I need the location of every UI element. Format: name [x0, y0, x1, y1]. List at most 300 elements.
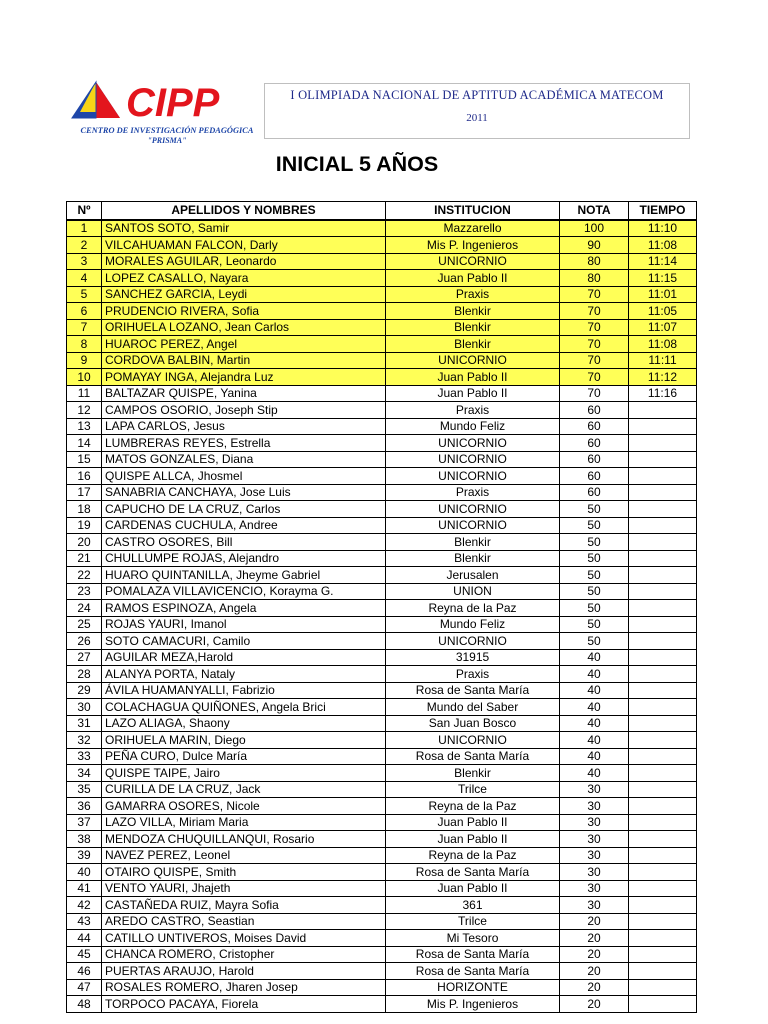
time-cell	[629, 913, 697, 930]
student-name-cell: LOPEZ CASALLO, Nayara	[102, 270, 386, 287]
institution-cell: Praxis	[386, 666, 560, 683]
logo-org-line2: "PRISMA"	[147, 136, 187, 145]
institution-cell: Juan Pablo II	[386, 831, 560, 848]
row-number-cell: 18	[67, 501, 102, 518]
row-number-cell: 38	[67, 831, 102, 848]
table-row	[67, 847, 697, 864]
row-number-cell: 12	[67, 402, 102, 419]
score-cell: 30	[560, 798, 629, 815]
table-header-row	[67, 202, 697, 220]
student-name-cell: LUMBRERAS REYES, Estrella	[102, 435, 386, 452]
student-name-cell: SANCHEZ GARCIA, Leydi	[102, 286, 386, 303]
logo-org-line1: CENTRO DE INVESTIGACIÓN PEDAGÓGICA	[80, 126, 254, 135]
time-cell	[629, 402, 697, 419]
score-cell: 30	[560, 864, 629, 881]
table-row	[67, 534, 697, 551]
results-table	[66, 201, 697, 1013]
score-cell: 40	[560, 699, 629, 716]
institution-cell: Mundo Feliz	[386, 418, 560, 435]
student-name-cell: PUERTAS ARAUJO, Harold	[102, 963, 386, 980]
student-name-cell: CURILLA DE LA CRUZ, Jack	[102, 781, 386, 798]
institution-cell: UNICORNIO	[386, 501, 560, 518]
table-row	[67, 798, 697, 815]
student-name-cell: LAZO ALIAGA, Shaony	[102, 715, 386, 732]
score-cell: 20	[560, 979, 629, 996]
student-name-cell: COLACHAGUA QUIÑONES, Angela Brici	[102, 699, 386, 716]
institution-cell: Mundo del Saber	[386, 699, 560, 716]
row-number-cell: 19	[67, 517, 102, 534]
score-cell: 40	[560, 666, 629, 683]
student-name-cell: AREDO CASTRO, Seastian	[102, 913, 386, 930]
time-cell	[629, 897, 697, 914]
cipp-logo	[70, 74, 265, 149]
row-number-cell: 40	[67, 864, 102, 881]
row-number-cell: 15	[67, 451, 102, 468]
table-row	[67, 682, 697, 699]
event-title: I OLIMPIADA NACIONAL DE APTITUD ACADÉMICA MATECOM	[290, 88, 664, 102]
table-row	[67, 303, 697, 320]
student-name-cell: MATOS GONZALES, Diana	[102, 451, 386, 468]
score-cell: 30	[560, 814, 629, 831]
student-name-cell: HUAROC PEREZ, Angel	[102, 336, 386, 353]
time-cell	[629, 501, 697, 518]
table-row	[67, 732, 697, 749]
row-number-cell: 34	[67, 765, 102, 782]
time-cell	[629, 715, 697, 732]
score-cell: 50	[560, 550, 629, 567]
score-cell: 30	[560, 847, 629, 864]
student-name-cell: ORIHUELA LOZANO, Jean Carlos	[102, 319, 386, 336]
time-cell: 11:08	[629, 336, 697, 353]
score-cell: 40	[560, 732, 629, 749]
row-number-cell: 35	[67, 781, 102, 798]
table-row	[67, 996, 697, 1013]
column-header-number: Nº	[67, 202, 102, 220]
time-cell	[629, 682, 697, 699]
prism-icon	[72, 82, 120, 118]
student-name-cell: ALANYA PORTA, Nataly	[102, 666, 386, 683]
row-number-cell: 6	[67, 303, 102, 320]
score-cell: 50	[560, 600, 629, 617]
table-row	[67, 715, 697, 732]
time-cell	[629, 550, 697, 567]
score-cell: 60	[560, 402, 629, 419]
student-name-cell: QUISPE TAIPE, Jairo	[102, 765, 386, 782]
row-number-cell: 24	[67, 600, 102, 617]
row-number-cell: 2	[67, 237, 102, 254]
table-row	[67, 930, 697, 947]
time-cell	[629, 435, 697, 452]
time-cell	[629, 814, 697, 831]
table-row	[67, 220, 697, 237]
student-name-cell: OTAIRO QUISPE, Smith	[102, 864, 386, 881]
student-name-cell: QUISPE ALLCA, Jhosmel	[102, 468, 386, 485]
time-cell	[629, 748, 697, 765]
score-cell: 30	[560, 880, 629, 897]
table-row	[67, 385, 697, 402]
institution-cell: UNICORNIO	[386, 352, 560, 369]
table-row	[67, 748, 697, 765]
score-cell: 20	[560, 913, 629, 930]
table-row	[67, 831, 697, 848]
table-row	[67, 979, 697, 996]
table-row	[67, 270, 697, 287]
score-cell: 60	[560, 468, 629, 485]
score-cell: 40	[560, 748, 629, 765]
institution-cell: UNICORNIO	[386, 435, 560, 452]
institution-cell: Rosa de Santa María	[386, 946, 560, 963]
table-row	[67, 484, 697, 501]
row-number-cell: 32	[67, 732, 102, 749]
time-cell	[629, 831, 697, 848]
score-cell: 20	[560, 963, 629, 980]
institution-cell: Trilce	[386, 781, 560, 798]
table-body	[67, 220, 697, 1013]
page-title: INICIAL 5 AÑOS	[275, 152, 439, 176]
student-name-cell: SOTO CAMACURI, Camilo	[102, 633, 386, 650]
row-number-cell: 21	[67, 550, 102, 567]
time-cell: 11:14	[629, 253, 697, 270]
event-header	[264, 83, 690, 139]
table-row	[67, 814, 697, 831]
institution-cell: Trilce	[386, 913, 560, 930]
time-cell	[629, 418, 697, 435]
table-row	[67, 319, 697, 336]
time-cell: 11:08	[629, 237, 697, 254]
time-cell: 11:16	[629, 385, 697, 402]
score-cell: 70	[560, 369, 629, 386]
institution-cell: Rosa de Santa María	[386, 748, 560, 765]
student-name-cell: ROSALES ROMERO, Jharen Josep	[102, 979, 386, 996]
score-cell: 30	[560, 897, 629, 914]
row-number-cell: 3	[67, 253, 102, 270]
institution-cell: Mazzarello	[386, 220, 560, 237]
table-row	[67, 946, 697, 963]
table-row	[67, 864, 697, 881]
score-cell: 50	[560, 633, 629, 650]
table-row	[67, 418, 697, 435]
table-row	[67, 765, 697, 782]
student-name-cell: CAMPOS OSORIO, Joseph Stip	[102, 402, 386, 419]
row-number-cell: 36	[67, 798, 102, 815]
institution-cell: UNION	[386, 583, 560, 600]
row-number-cell: 48	[67, 996, 102, 1013]
row-number-cell: 11	[67, 385, 102, 402]
table-row	[67, 913, 697, 930]
student-name-cell: BALTAZAR QUISPE, Yanina	[102, 385, 386, 402]
time-cell: 11:07	[629, 319, 697, 336]
row-number-cell: 44	[67, 930, 102, 947]
student-name-cell: MENDOZA CHUQUILLANQUI, Rosario	[102, 831, 386, 848]
time-cell: 11:11	[629, 352, 697, 369]
row-number-cell: 5	[67, 286, 102, 303]
table-row	[67, 336, 697, 353]
table-row	[67, 600, 697, 617]
table-row	[67, 880, 697, 897]
row-number-cell: 23	[67, 583, 102, 600]
score-cell: 20	[560, 946, 629, 963]
score-cell: 40	[560, 715, 629, 732]
student-name-cell: CATILLO UNTIVEROS, Moises David	[102, 930, 386, 947]
time-cell: 11:12	[629, 369, 697, 386]
student-name-cell: CAPUCHO DE LA CRUZ, Carlos	[102, 501, 386, 518]
time-cell	[629, 649, 697, 666]
student-name-cell: RAMOS ESPINOZA, Angela	[102, 600, 386, 617]
time-cell	[629, 468, 697, 485]
score-cell: 20	[560, 996, 629, 1013]
time-cell	[629, 534, 697, 551]
table-row	[67, 501, 697, 518]
score-cell: 50	[560, 534, 629, 551]
time-cell: 11:15	[629, 270, 697, 287]
row-number-cell: 28	[67, 666, 102, 683]
row-number-cell: 25	[67, 616, 102, 633]
student-name-cell: LAPA CARLOS, Jesus	[102, 418, 386, 435]
row-number-cell: 41	[67, 880, 102, 897]
time-cell	[629, 996, 697, 1013]
row-number-cell: 1	[67, 220, 102, 237]
score-cell: 30	[560, 831, 629, 848]
time-cell	[629, 583, 697, 600]
student-name-cell: CARDENAS CUCHULA, Andree	[102, 517, 386, 534]
student-name-cell: ÁVILA HUAMANYALLI, Fabrizio	[102, 682, 386, 699]
student-name-cell: GAMARRA OSORES, Nicole	[102, 798, 386, 815]
institution-cell: UNICORNIO	[386, 633, 560, 650]
institution-cell: Rosa de Santa María	[386, 682, 560, 699]
student-name-cell: NAVEZ PEREZ, Leonel	[102, 847, 386, 864]
time-cell	[629, 732, 697, 749]
table-row	[67, 517, 697, 534]
table-row	[67, 286, 697, 303]
institution-cell: Mis P. Ingenieros	[386, 237, 560, 254]
institution-cell: Praxis	[386, 286, 560, 303]
score-cell: 40	[560, 649, 629, 666]
table-row	[67, 616, 697, 633]
row-number-cell: 16	[67, 468, 102, 485]
institution-cell: Blenkir	[386, 303, 560, 320]
time-cell	[629, 979, 697, 996]
student-name-cell: TORPOCO PACAYA, Fiorela	[102, 996, 386, 1013]
row-number-cell: 22	[67, 567, 102, 584]
time-cell	[629, 666, 697, 683]
row-number-cell: 47	[67, 979, 102, 996]
score-cell: 50	[560, 583, 629, 600]
score-cell: 60	[560, 484, 629, 501]
institution-cell: Juan Pablo II	[386, 880, 560, 897]
time-cell	[629, 633, 697, 650]
time-cell	[629, 451, 697, 468]
score-cell: 70	[560, 319, 629, 336]
institution-cell: UNICORNIO	[386, 253, 560, 270]
score-cell: 70	[560, 286, 629, 303]
institution-cell: Jerusalen	[386, 567, 560, 584]
score-cell: 30	[560, 781, 629, 798]
score-cell: 90	[560, 237, 629, 254]
row-number-cell: 10	[67, 369, 102, 386]
student-name-cell: LAZO VILLA, Miriam Maria	[102, 814, 386, 831]
student-name-cell: PRUDENCIO RIVERA, Sofia	[102, 303, 386, 320]
row-number-cell: 33	[67, 748, 102, 765]
time-cell	[629, 847, 697, 864]
student-name-cell: ROJAS YAURI, Imanol	[102, 616, 386, 633]
time-cell: 11:01	[629, 286, 697, 303]
student-name-cell: CHULLUMPE ROJAS, Alejandro	[102, 550, 386, 567]
row-number-cell: 8	[67, 336, 102, 353]
row-number-cell: 30	[67, 699, 102, 716]
time-cell	[629, 699, 697, 716]
column-header-institution: INSTITUCION	[386, 202, 560, 220]
column-header-time: TIEMPO	[629, 202, 697, 220]
score-cell: 80	[560, 253, 629, 270]
institution-cell: UNICORNIO	[386, 468, 560, 485]
institution-cell: Reyna de la Paz	[386, 600, 560, 617]
score-cell: 70	[560, 352, 629, 369]
institution-cell: Reyna de la Paz	[386, 798, 560, 815]
time-cell	[629, 946, 697, 963]
logo-brand: CIPP	[126, 81, 220, 125]
score-cell: 60	[560, 451, 629, 468]
institution-cell: Juan Pablo II	[386, 369, 560, 386]
table-row	[67, 468, 697, 485]
time-cell	[629, 880, 697, 897]
table-row	[67, 963, 697, 980]
institution-cell: Juan Pablo II	[386, 814, 560, 831]
institution-cell: Juan Pablo II	[386, 385, 560, 402]
table-row	[67, 237, 697, 254]
institution-cell: UNICORNIO	[386, 451, 560, 468]
institution-cell: UNICORNIO	[386, 732, 560, 749]
institution-cell: 361	[386, 897, 560, 914]
table-row	[67, 369, 697, 386]
institution-cell: Mundo Feliz	[386, 616, 560, 633]
column-header-score: NOTA	[560, 202, 629, 220]
table-row	[67, 253, 697, 270]
student-name-cell: HUARO QUINTANILLA, Jheyme Gabriel	[102, 567, 386, 584]
table-row	[67, 550, 697, 567]
time-cell	[629, 600, 697, 617]
time-cell	[629, 930, 697, 947]
student-name-cell: ORIHUELA MARIN, Diego	[102, 732, 386, 749]
institution-cell: San Juan Bosco	[386, 715, 560, 732]
time-cell	[629, 484, 697, 501]
row-number-cell: 7	[67, 319, 102, 336]
table-row	[67, 699, 697, 716]
institution-cell: Praxis	[386, 402, 560, 419]
row-number-cell: 9	[67, 352, 102, 369]
score-cell: 40	[560, 765, 629, 782]
time-cell	[629, 781, 697, 798]
row-number-cell: 29	[67, 682, 102, 699]
time-cell	[629, 765, 697, 782]
student-name-cell: PEÑA CURO, Dulce María	[102, 748, 386, 765]
score-cell: 60	[560, 435, 629, 452]
row-number-cell: 17	[67, 484, 102, 501]
row-number-cell: 37	[67, 814, 102, 831]
event-year: 2011	[466, 112, 488, 124]
table-row	[67, 583, 697, 600]
institution-cell: Blenkir	[386, 319, 560, 336]
table-row	[67, 666, 697, 683]
table-row	[67, 781, 697, 798]
institution-cell: Rosa de Santa María	[386, 963, 560, 980]
table-row	[67, 435, 697, 452]
score-cell: 50	[560, 616, 629, 633]
institution-cell: Blenkir	[386, 534, 560, 551]
score-cell: 20	[560, 930, 629, 947]
time-cell	[629, 616, 697, 633]
score-cell: 70	[560, 303, 629, 320]
table-row	[67, 897, 697, 914]
score-cell: 70	[560, 385, 629, 402]
student-name-cell: CASTRO OSORES, Bill	[102, 534, 386, 551]
table-row	[67, 633, 697, 650]
time-cell	[629, 963, 697, 980]
time-cell	[629, 798, 697, 815]
time-cell	[629, 567, 697, 584]
institution-cell: Praxis	[386, 484, 560, 501]
time-cell	[629, 517, 697, 534]
row-number-cell: 13	[67, 418, 102, 435]
time-cell	[629, 864, 697, 881]
table-row	[67, 451, 697, 468]
score-cell: 80	[560, 270, 629, 287]
row-number-cell: 14	[67, 435, 102, 452]
row-number-cell: 45	[67, 946, 102, 963]
row-number-cell: 20	[67, 534, 102, 551]
table-row	[67, 649, 697, 666]
row-number-cell: 46	[67, 963, 102, 980]
score-cell: 50	[560, 501, 629, 518]
score-cell: 50	[560, 567, 629, 584]
student-name-cell: POMAYAY INGA, Alejandra Luz	[102, 369, 386, 386]
student-name-cell: VENTO YAURI, Jhajeth	[102, 880, 386, 897]
institution-cell: Blenkir	[386, 550, 560, 567]
student-name-cell: SANTOS SOTO, Samir	[102, 220, 386, 237]
institution-cell: Blenkir	[386, 765, 560, 782]
student-name-cell: CASTAÑEDA RUIZ, Mayra Sofia	[102, 897, 386, 914]
time-cell: 11:10	[629, 220, 697, 237]
institution-cell: Reyna de la Paz	[386, 847, 560, 864]
row-number-cell: 42	[67, 897, 102, 914]
student-name-cell: VILCAHUAMAN FALCON, Darly	[102, 237, 386, 254]
student-name-cell: MORALES AGUILAR, Leonardo	[102, 253, 386, 270]
institution-cell: UNICORNIO	[386, 517, 560, 534]
row-number-cell: 26	[67, 633, 102, 650]
score-cell: 60	[560, 418, 629, 435]
row-number-cell: 4	[67, 270, 102, 287]
score-cell: 100	[560, 220, 629, 237]
time-cell: 11:05	[629, 303, 697, 320]
table-row	[67, 402, 697, 419]
column-header-name: APELLIDOS Y NOMBRES	[102, 202, 386, 220]
institution-cell: Juan Pablo II	[386, 270, 560, 287]
institution-cell: Blenkir	[386, 336, 560, 353]
row-number-cell: 27	[67, 649, 102, 666]
table-row	[67, 352, 697, 369]
row-number-cell: 39	[67, 847, 102, 864]
score-cell: 70	[560, 336, 629, 353]
student-name-cell: POMALAZA VILLAVICENCIO, Korayma G.	[102, 583, 386, 600]
institution-cell: Mis P. Ingenieros	[386, 996, 560, 1013]
institution-cell: Rosa de Santa María	[386, 864, 560, 881]
score-cell: 40	[560, 682, 629, 699]
student-name-cell: SANABRIA CANCHAYA, Jose Luis	[102, 484, 386, 501]
institution-cell: Mi Tesoro	[386, 930, 560, 947]
row-number-cell: 31	[67, 715, 102, 732]
table-row	[67, 567, 697, 584]
score-cell: 50	[560, 517, 629, 534]
row-number-cell: 43	[67, 913, 102, 930]
